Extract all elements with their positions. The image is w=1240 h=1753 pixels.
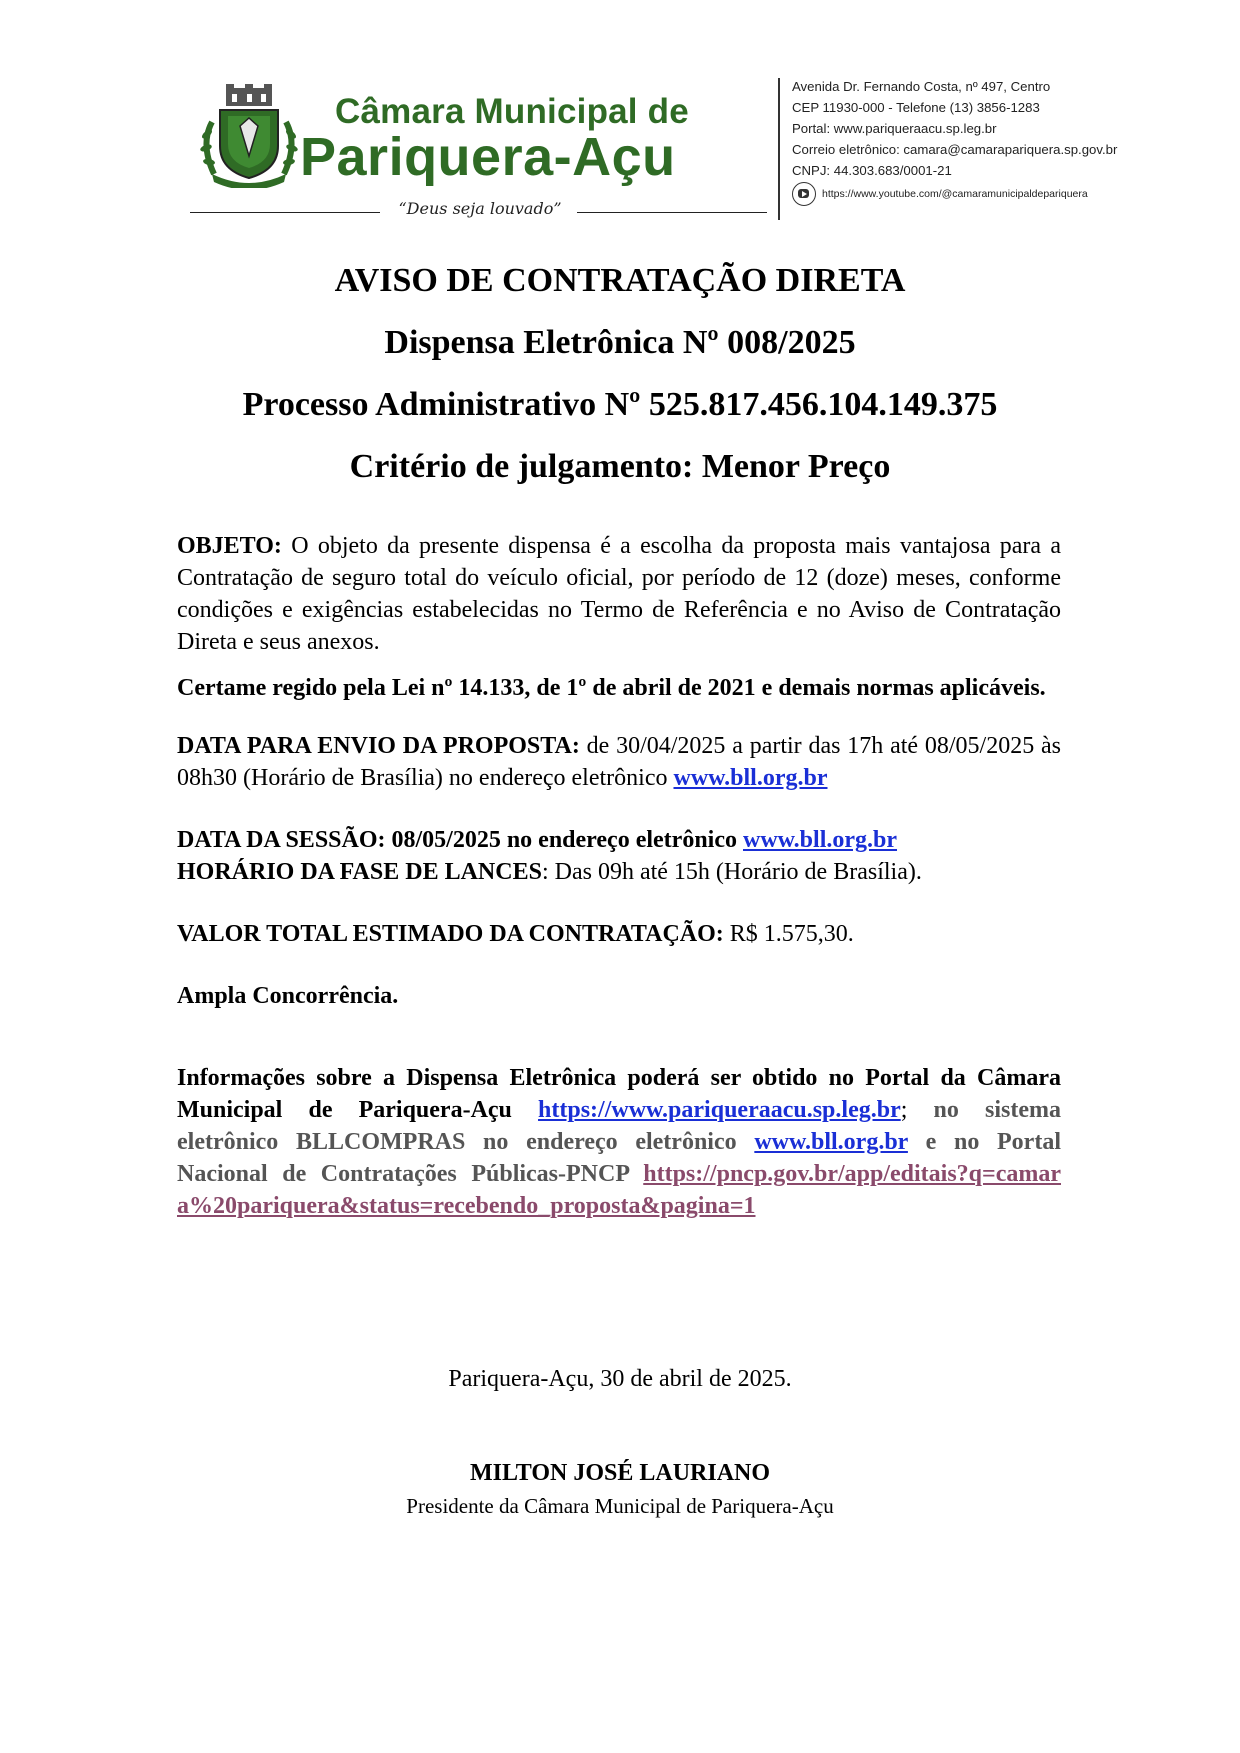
objeto-label: OBJETO: <box>177 533 282 559</box>
proposta-paragraph <box>177 730 1061 794</box>
info-text-3: e no Portal Nacional de Contratações Públicas-PNCP <box>177 1129 1061 1187</box>
signer-role: Presidente da Câmara Municipal de Pariquera-Açu <box>406 1494 834 1518</box>
process-number: Processo Administrativo Nº 525.817.456.104.149.375 <box>242 386 998 423</box>
contact-cep-phone: CEP 11930-000 - Telefone (13) 3856-1283 <box>792 100 1040 115</box>
lances-text: : Das 09h até 15h (Horário de Brasília). <box>541 859 922 885</box>
letterhead <box>190 72 1150 232</box>
youtube-icon <box>792 182 816 206</box>
sessao-label: DATA DA SESSÃO: 08/05/2025 no endereço eletrônico <box>177 827 743 853</box>
org-name-line2: Pariquera-Açu <box>300 127 676 187</box>
proposta-label: DATA PARA ENVIO DA PROPOSTA: <box>177 733 580 759</box>
notice-body <box>177 530 1061 1222</box>
motto-divider-left <box>190 212 380 213</box>
lei-paragraph <box>177 672 1061 704</box>
header-vertical-divider <box>778 78 780 220</box>
contact-portal: Portal: www.pariqueraacu.sp.leg.br <box>792 121 997 136</box>
ampla-text: Ampla Concorrência. <box>177 983 399 1009</box>
document-titles <box>0 250 1240 498</box>
valor-text: R$ 1.575,30. <box>723 921 854 947</box>
sessao-paragraph <box>177 824 1061 888</box>
lances-label: HORÁRIO DA FASE DE LANCES <box>177 859 542 885</box>
info-text-1: Informações sobre a Dispensa Eletrônica poderá ser obtido no Portal da Câmara Municipal de Pariquera-Açu <box>177 1065 1061 1123</box>
judgement-criterion: Critério de julgamento: Menor Preço <box>349 448 891 485</box>
sessao-link[interactable]: www.bll.org.br <box>743 827 898 853</box>
signer-name: MILTON JOSÉ LAURIANO <box>469 1460 771 1486</box>
bll-link[interactable]: www.bll.org.br <box>754 1129 908 1155</box>
objeto-paragraph <box>177 530 1061 658</box>
notice-title: AVISO DE CONTRATAÇÃO DIRETA <box>334 262 906 299</box>
contact-email: Correio eletrônico: camara@camarapariquera.sp.gov.br <box>792 142 1118 157</box>
dispensa-number: Dispensa Eletrônica Nº 008/2025 <box>384 324 856 361</box>
portal-link[interactable]: https://www.pariqueraacu.sp.leg.br <box>538 1097 901 1123</box>
contact-block <box>792 76 1152 181</box>
lei-text: Certame regido pela Lei nº 14.133, de 1º de abril de 2021 e demais normas aplicáveis. <box>177 675 1046 701</box>
municipal-coat-of-arms-icon <box>198 82 300 188</box>
place-date: Pariquera-Açu, 30 de abril de 2025. <box>448 1366 792 1392</box>
motto: “Deus seja louvado” <box>398 199 562 218</box>
pncp-link[interactable]: https://pncp.gov.br/app/editais?q=camara%20pariquera&status=recebendo_proposta&pagina=1 <box>177 1161 1061 1219</box>
valor-label: VALOR TOTAL ESTIMADO DA CONTRATAÇÃO: <box>177 921 724 947</box>
info-separator: ; <box>900 1097 908 1123</box>
ampla-paragraph <box>177 980 1061 1012</box>
proposta-link[interactable]: www.bll.org.br <box>673 765 828 791</box>
info-text-2: no sistema eletrônico BLLCOMPRAS no endereço eletrônico <box>177 1097 1061 1155</box>
motto-divider-right <box>577 212 767 213</box>
youtube-row[interactable] <box>792 182 1088 208</box>
contact-cnpj: CNPJ: 44.303.683/0001-21 <box>792 163 952 178</box>
proposta-text: de 30/04/2025 a partir das 17h até 08/05/2025 às 08h30 (Horário de Brasília) no endereço eletrônico <box>177 733 1061 791</box>
objeto-text: O objeto da presente dispensa é a escolha da proposta mais vantajosa para a Contratação de seguro total do veículo oficial, por período de 12 (doze) meses, conforme condições e exigências estabelecidas no Termo de Referência e no Aviso de Contratação Direta e seus anexos. <box>177 533 1061 655</box>
valor-paragraph <box>177 918 1061 950</box>
youtube-url[interactable]: https://www.youtube.com/@camaramunicipaldepariquera <box>822 188 1088 200</box>
org-name-line1: Câmara Municipal de <box>335 92 689 131</box>
contact-address: Avenida Dr. Fernando Costa, nº 497, Centro <box>792 79 1051 94</box>
info-paragraph <box>177 1062 1061 1222</box>
